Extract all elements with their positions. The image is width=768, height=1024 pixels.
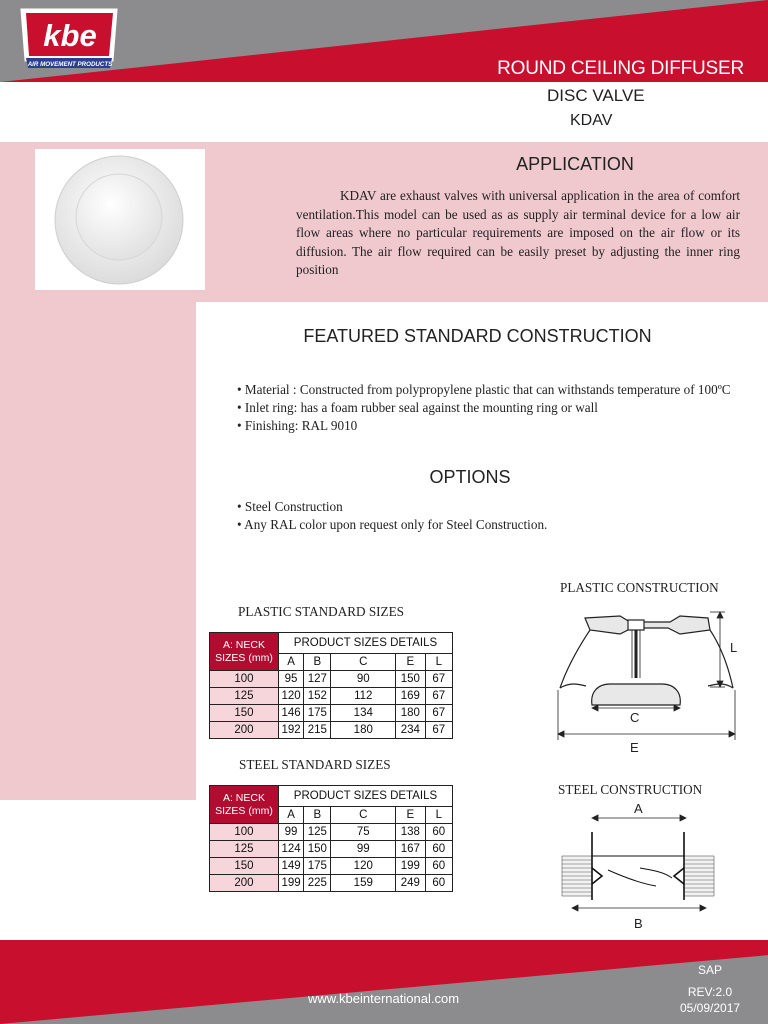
plastic-col-b: B [304, 654, 331, 671]
plastic-col-a: A [278, 654, 303, 671]
plastic-col-c: C [331, 654, 396, 671]
plastic-diagram-caption: PLASTIC CONSTRUCTION [560, 580, 719, 595]
page-title: ROUND CEILING DIFFUSER [497, 58, 744, 79]
diagram-label-e: E [630, 740, 639, 755]
table-cell: 150 [210, 858, 279, 875]
table-cell: 249 [396, 875, 426, 892]
table-cell: 150 [396, 671, 426, 688]
table-cell: 175 [304, 705, 331, 722]
revision-date: 05/09/2017 [680, 1001, 741, 1015]
table-cell: 67 [425, 705, 452, 722]
steel-neck-header: A: NECK SIZES (mm) [210, 786, 279, 824]
logo-brand: kbe [43, 18, 97, 53]
steel-col-e: E [396, 807, 426, 824]
steel-col-b: B [304, 807, 331, 824]
table-cell: 167 [396, 841, 426, 858]
pink-band-left [0, 300, 196, 800]
table-cell: 112 [331, 688, 396, 705]
table-row [210, 705, 453, 722]
plastic-details-header: PRODUCT SIZES DETAILS [278, 633, 452, 654]
featured-item-finishing: • Finishing: RAL 9010 [237, 418, 358, 433]
table-row [210, 858, 453, 875]
table-cell: 152 [304, 688, 331, 705]
featured-list [237, 381, 742, 435]
plastic-neck-header: A: NECK SIZES (mm) [210, 633, 279, 671]
diagram-label-l: L [730, 640, 738, 655]
plastic-table-caption: PLASTIC STANDARD SIZES [238, 604, 405, 619]
table-cell: 67 [425, 671, 452, 688]
table-cell: 225 [304, 875, 331, 892]
table-row [210, 875, 453, 892]
plastic-sizes-table [209, 632, 453, 739]
table-cell: 90 [331, 671, 396, 688]
steel-col-c: C [331, 807, 396, 824]
logo-tagline: AIR MOVEMENT PRODUCTS [27, 61, 113, 68]
table-cell: 99 [331, 841, 396, 858]
steel-col-a: A [278, 807, 303, 824]
table-cell: 60 [425, 875, 452, 892]
application-heading: APPLICATION [516, 154, 634, 174]
table-row [210, 671, 453, 688]
options-heading: OPTIONS [429, 467, 511, 487]
table-cell: 60 [425, 824, 452, 841]
table-cell: 215 [304, 722, 331, 739]
plastic-col-e: E [396, 654, 426, 671]
table-cell: 124 [278, 841, 303, 858]
plastic-construction-diagram [550, 600, 750, 760]
table-cell: 120 [278, 688, 303, 705]
table-cell: 150 [304, 841, 331, 858]
website-link[interactable]: www.kbeinternational.com [308, 991, 460, 1006]
option-item-steel: • Steel Construction [237, 499, 343, 514]
table-cell: 100 [210, 824, 279, 841]
table-cell: 125 [210, 841, 279, 858]
table-cell: 199 [278, 875, 303, 892]
table-cell: 100 [210, 671, 279, 688]
table-cell: 150 [210, 705, 279, 722]
diagram-label-a: A [634, 801, 643, 816]
table-cell: 159 [331, 875, 396, 892]
diagram-label-c: C [630, 710, 640, 725]
revision-number: REV:2.0 [687, 985, 733, 999]
table-cell: 180 [396, 705, 426, 722]
table-cell: 234 [396, 722, 426, 739]
featured-item-material: • Material : Constructed from polypropylene plastic that can withstands temperature of 100ºC [237, 382, 731, 397]
steel-diagram-caption: STEEL CONSTRUCTION [558, 782, 703, 797]
steel-construction-diagram [556, 798, 720, 934]
options-list [237, 498, 742, 534]
featured-item-inlet: • Inlet ring: has a foam rubber seal against the mounting ring or wall [237, 400, 598, 415]
table-cell: 146 [278, 705, 303, 722]
steel-sizes-table [209, 785, 453, 892]
table-row [210, 824, 453, 841]
table-cell: 60 [425, 858, 452, 875]
table-row [210, 841, 453, 858]
table-cell: 175 [304, 858, 331, 875]
table-cell: 134 [331, 705, 396, 722]
option-item-ral: • Any RAL color upon request only for Steel Construction. [237, 517, 548, 532]
kbe-logo[interactable] [18, 8, 122, 70]
table-cell: 95 [278, 671, 303, 688]
diagram-label-b: B [634, 916, 643, 931]
table-cell: 60 [425, 841, 452, 858]
table-cell: 125 [210, 688, 279, 705]
page-subtitle: DISC VALVE [547, 86, 645, 105]
steel-details-header: PRODUCT SIZES DETAILS [278, 786, 452, 807]
steel-col-l: L [425, 807, 452, 824]
table-cell: 149 [278, 858, 303, 875]
table-cell: 75 [331, 824, 396, 841]
table-cell: 99 [278, 824, 303, 841]
table-cell: 127 [304, 671, 331, 688]
table-cell: 138 [396, 824, 426, 841]
steel-table-caption: STEEL STANDARD SIZES [239, 757, 391, 772]
application-text: KDAV are exhaust valves with universal application in the area of comfort ventilation.This model can be used as as supply air terminal device for a low air flow areas where no particular requirements are imposed on the air flow or its diffusion. The air flow required can be easily preset by adjusting the inner ring position [296, 188, 740, 277]
table-row [210, 722, 453, 739]
table-cell: 169 [396, 688, 426, 705]
table-cell: 67 [425, 722, 452, 739]
table-row [210, 688, 453, 705]
product-photo [35, 149, 205, 290]
revision-block [680, 962, 740, 1016]
table-cell: 125 [304, 824, 331, 841]
featured-heading: FEATURED STANDARD CONSTRUCTION [303, 326, 652, 346]
table-cell: 192 [278, 722, 303, 739]
table-cell: 200 [210, 722, 279, 739]
author-initials: SAP [697, 963, 722, 977]
table-cell: 120 [331, 858, 396, 875]
plastic-col-l: L [425, 654, 452, 671]
table-cell: 199 [396, 858, 426, 875]
table-cell: 180 [331, 722, 396, 739]
product-code: KDAV [570, 112, 613, 129]
table-cell: 67 [425, 688, 452, 705]
table-cell: 200 [210, 875, 279, 892]
